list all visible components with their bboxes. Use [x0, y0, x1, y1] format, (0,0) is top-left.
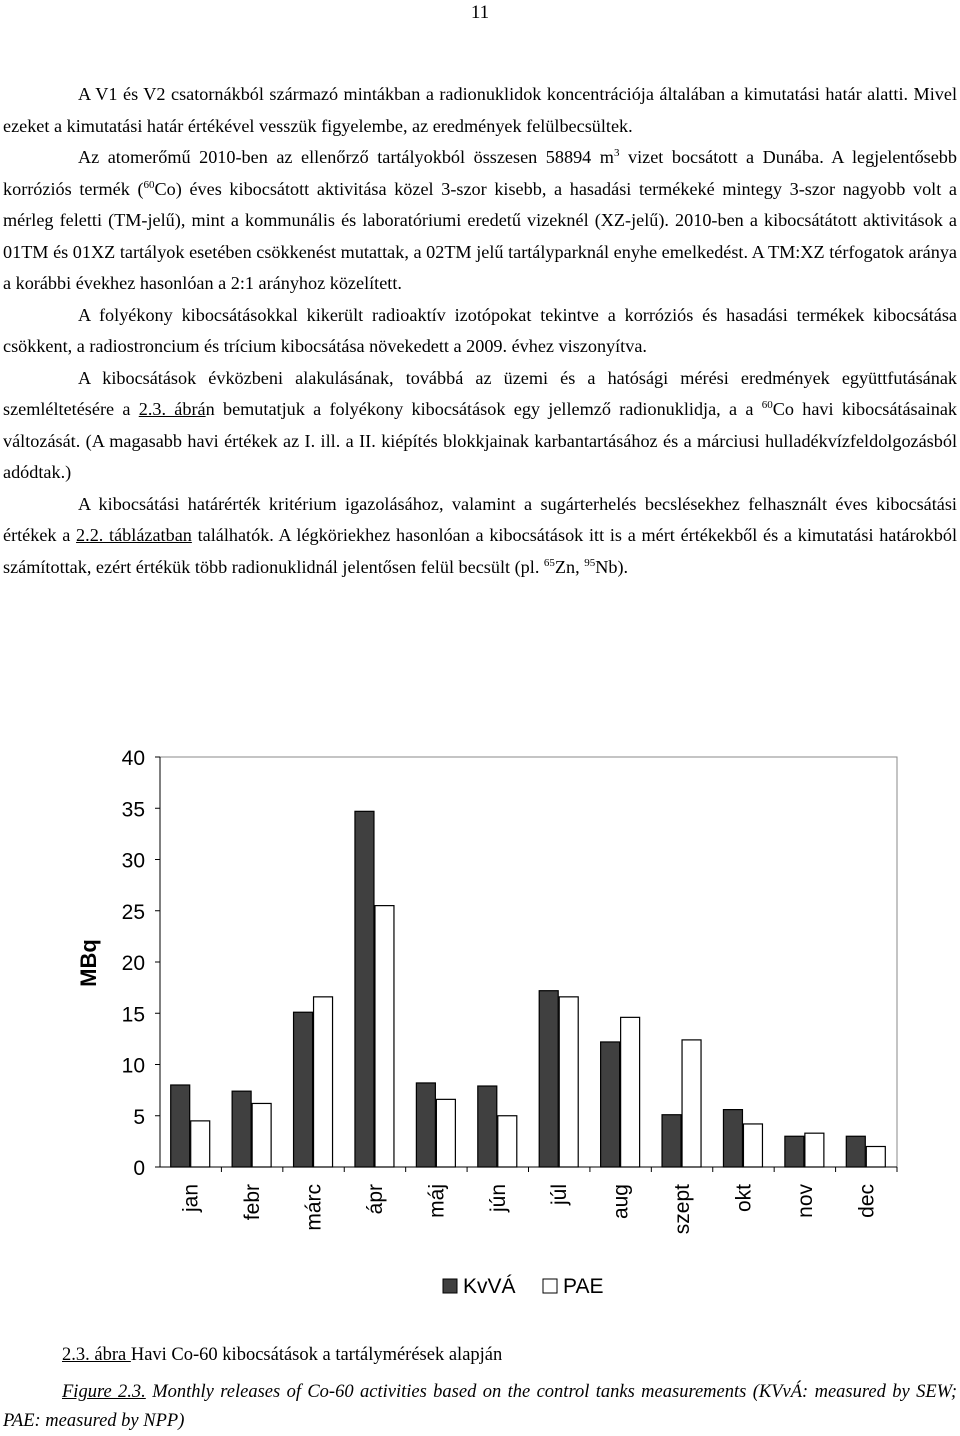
body-text	[3, 79, 957, 583]
bar-pae-0	[191, 1121, 210, 1167]
bar-pae-7	[621, 1017, 640, 1167]
x-tick-label: máj	[425, 1184, 449, 1218]
bar-pae-9	[743, 1124, 762, 1167]
legend-swatch-kvva	[443, 1279, 457, 1293]
y-tick-label: 10	[121, 1054, 145, 1078]
bar-pae-10	[805, 1133, 824, 1167]
legend-label-pae: PAE	[563, 1275, 604, 1298]
bar-kvva-11	[846, 1136, 865, 1167]
figure-reference-link[interactable]: 2.3. ábrá	[138, 399, 206, 419]
caption-en-label: Figure 2.3.	[62, 1382, 146, 1402]
y-tick-label: 30	[121, 849, 145, 873]
paragraph-2: Az atomerőmű 2010-ben az ellenőrző tartályokból összesen 58894 $m^3$ vizet bocsátott a Dunába. A legjelentősebb korróziós termék ($^{60}$Co) éves kibocsátott aktivitása közel 3-szor kisebb, a hasadási termékeké mintegy 3-szor nagyobb volt a mérleg feletti (TM-jelű), mint a kommunális és laboratóriumi eredetű vizeknél (XZ-jelű). 2010-ben a kibocsátátott aktivitások a 01TM és 01XZ tartályok esetében csökkenést mutattak, a 02TM jelű tartályparknál enyhe emelkedést. A TM:XZ térfogatok aránya a korábbi évekhez hasonlóan a 2:1 arányhoz közelített.	[3, 146, 957, 293]
bar-pae-1	[252, 1103, 271, 1167]
legend-swatch-pae	[543, 1279, 557, 1293]
bar-pae-5	[498, 1116, 517, 1167]
bar-kvva-10	[785, 1136, 804, 1167]
x-tick-label: febr	[241, 1184, 265, 1221]
y-tick-label: 0	[133, 1157, 145, 1180]
x-tick-label: aug	[609, 1184, 633, 1220]
x-tick-label: dec	[855, 1184, 879, 1218]
x-tick-label: jan	[179, 1184, 203, 1213]
page-number: 11	[470, 2, 490, 23]
x-tick-label: jún	[486, 1184, 510, 1213]
x-tick-label: júl	[548, 1184, 572, 1206]
caption-hu-text: Havi Co-60 kibocsátások a tartálymérések alapján	[130, 1345, 503, 1365]
bar-pae-2	[314, 997, 333, 1167]
x-tick-label: nov	[793, 1184, 817, 1218]
bar-pae-3	[375, 906, 394, 1167]
bar-kvva-0	[171, 1085, 190, 1167]
paragraph-5: A kibocsátási határérték kritérium igazolásához, valamint a sugárterhelés becslésekhez felhasznált éves kibocsátási értékek a 2.2. táblázatban találhatók. A légköriekhez hasonlóan a kibocsátások itt is a mért értékekből és a kimutatási határokból számítottak, ezért értékük több radionuklidnál jelentősen felül becsült (pl. $^{65}$Zn, $^{95}$Nb).	[3, 493, 957, 577]
caption-hu-label: 2.3. ábra	[62, 1345, 131, 1365]
chart-legend	[443, 1275, 603, 1298]
figure-caption-english	[3, 1378, 957, 1436]
x-tick-label: ápr	[363, 1184, 387, 1215]
bar-kvva-2	[294, 1012, 313, 1167]
monthly-release-bar-chart	[0, 730, 960, 1330]
paragraph-4: A kibocsátások évközbeni alakulásának, továbbá az üzemi és a hatósági mérési eredmények együttfutásának szemléltetésére a 2.3. ábrán bemutatjuk a folyékony kibocsátások egy jellemző radionuklidja, a a $^{60}$Co havi kibocsátásainak változását. (A magasabb havi értékek az I. ill. a II. kiépítés blokkjainak karbantartásához és a márciusi hulladékvízfeldolgozásból adódtak.)	[3, 367, 958, 482]
bar-pae-8	[682, 1040, 701, 1167]
y-tick-label: 35	[121, 798, 145, 822]
caption-en-text: Monthly releases of Co-60 activities based on the control tanks measurements (KVvÁ: measured by SEW; PAE: measured by NPP)	[3, 1382, 957, 1431]
bar-kvva-8	[662, 1115, 681, 1167]
bar-pae-6	[559, 997, 578, 1167]
bar-kvva-6	[539, 991, 558, 1167]
x-tick-label: márc	[302, 1184, 326, 1231]
plot-area	[122, 747, 897, 1234]
table-reference-link[interactable]: 2.2. táblázatban	[76, 525, 192, 545]
y-axis-label: MBq	[76, 939, 101, 987]
x-tick-label: szept	[671, 1184, 695, 1235]
figure-caption-hungarian	[62, 1345, 960, 1366]
paragraph-1: A V1 és V2 csatornákból származó mintákban a radionuklidok koncentrációja általában a kimutatási határ alatti. Mivel ezeket a kimutatási határ értékével vesszük figyelembe, az eredmények felülbecsültek.	[3, 84, 957, 136]
x-tick-label: okt	[732, 1184, 756, 1213]
bar-pae-11	[866, 1147, 885, 1168]
legend-label-kvva: KvVÁ	[463, 1275, 516, 1298]
bar-kvva-4	[416, 1083, 435, 1167]
bar-kvva-9	[723, 1110, 742, 1167]
y-tick-label: 25	[121, 900, 145, 924]
y-tick-label: 20	[121, 952, 145, 975]
bar-kvva-7	[601, 1042, 620, 1167]
bar-pae-4	[436, 1099, 455, 1167]
y-tick-label: 40	[121, 747, 145, 770]
paragraph-3: A folyékony kibocsátásokkal kikerült radioaktív izotópokat tekintve a korróziós és hasadási termékek kibocsátása csökkent, a radiostroncium és trícium kibocsátása növekedett a 2009. évhez viszonyítva.	[3, 304, 957, 356]
bar-kvva-3	[355, 811, 374, 1167]
bar-kvva-1	[232, 1091, 251, 1167]
y-tick-label: 15	[121, 1003, 145, 1027]
y-tick-label: 5	[133, 1105, 145, 1129]
bar-kvva-5	[478, 1086, 497, 1167]
